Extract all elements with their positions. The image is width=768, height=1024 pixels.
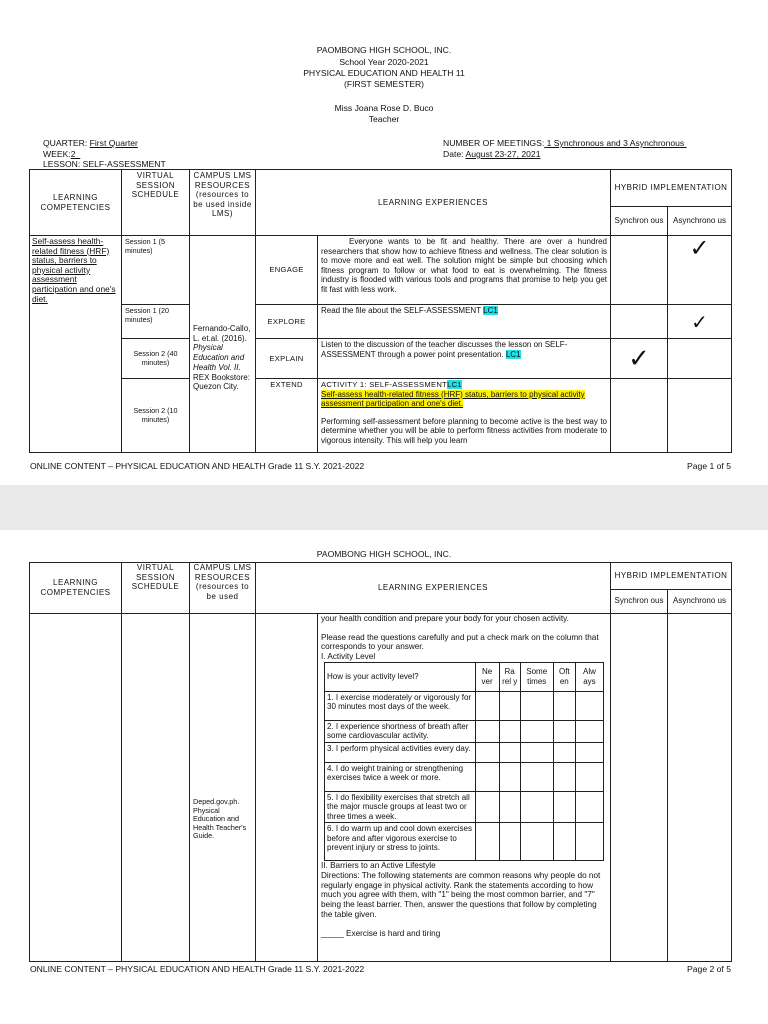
quarter: QUARTER: First Quarter [43, 138, 138, 148]
engage-text: Everyone wants to be fit and healthy. There are over a hundred researchers that show how to achieve fitness and wellness. The clear solution is to move more and eat well. The solution might be simple but choosing which fitness program to follow or what food to eat is overwhelming. The fitness industry is flooded with various tools and programs that promise to help you get fit fast with less work. [318, 236, 611, 305]
option-always: Alw ays [575, 662, 603, 691]
header-asynchronous: Asynchrono us [668, 589, 732, 613]
option-rarely: Ra rel y [499, 662, 520, 691]
activity-item: 3. I perform physical activities every day. [325, 742, 476, 762]
check-box[interactable] [475, 823, 499, 861]
check-box[interactable] [575, 691, 603, 720]
instructions: Please read the questions carefully and put a check mark on the column that corresponds to your answer. [321, 632, 599, 652]
school-year: School Year 2020-2021 [339, 57, 429, 67]
phase-explain: EXPLAIN [256, 339, 318, 379]
session-schedule: Session 1 (5 minutes) [122, 236, 190, 305]
check-box[interactable] [475, 742, 499, 762]
barriers-directions: Directions: The following statements are common reasons why people do not regularly engage in physical activity. Rank the statements according to how much you agree with them, with "1" being the most common barrier, and "7" being the least barrier. Then, answer the questions that follow by completing the table given. [321, 871, 601, 919]
check-box[interactable] [575, 791, 603, 823]
activity-item: 5. I do flexibility exercises that stretch all the major muscle groups at least two or three times a week. [325, 791, 476, 823]
school-name: PAOMBONG HIGH SCHOOL, INC. [316, 45, 452, 55]
competency-cell: Self-assess health-related fitness (HRF) status, barriers to physical activity assessment participation and one's diet. [30, 236, 122, 453]
check-box[interactable] [475, 691, 499, 720]
check-box[interactable] [553, 720, 575, 742]
phase-extend: EXTEND [256, 379, 318, 453]
check-box[interactable] [499, 823, 520, 861]
lesson-plan-table [29, 169, 732, 453]
check-box[interactable] [553, 762, 575, 791]
check-mark-icon: ✓ [689, 234, 710, 262]
check-box[interactable] [499, 691, 520, 720]
explore-text: Read the file about the SELF-ASSESSMENT LC1 [318, 305, 611, 339]
option-sometimes: Some times [520, 662, 553, 691]
activity-item: 1. I exercise moderately or vigorously for 30 minutes most days of the week. [325, 691, 476, 720]
date: Date: August 23-27, 2021 [443, 149, 541, 159]
sync-cell [611, 305, 668, 339]
lesson-title: LESSON: SELF-ASSESSMENT [43, 159, 166, 169]
check-box[interactable] [475, 720, 499, 742]
campus-resources: Fernando-Callo, L. et.al. (2016). Physical Education and Health Vol. II. REX Bookstore: Quezon City. [190, 236, 256, 453]
extend-paragraph: Performing self-assessment before planning to become active is the best way to determine whether you will be able to perform fitness activities from moderate to vigorous intensity. This will help you learn [321, 416, 607, 445]
check-box[interactable] [553, 791, 575, 823]
check-box[interactable] [553, 742, 575, 762]
check-box[interactable] [499, 720, 520, 742]
session-schedule: Session 1 (20 minutes) [122, 305, 190, 339]
check-mark-icon: ✓ [628, 343, 650, 374]
check-box[interactable] [520, 720, 553, 742]
check-mark-icon: ✓ [691, 309, 708, 334]
check-box[interactable] [520, 691, 553, 720]
sync-cell [611, 236, 668, 305]
phase-explore: EXPLORE [256, 305, 318, 339]
barrier-item: _____ Exercise is hard and tiring [321, 928, 441, 938]
check-box[interactable] [499, 762, 520, 791]
footer-page-number: Page 1 of 5 [687, 461, 731, 471]
lc-code-badge: LC1 [505, 349, 521, 359]
questionnaire-cell [318, 614, 611, 962]
session-schedule [122, 614, 190, 962]
section-barriers: II. Barriers to an Active Lifestyle [321, 861, 436, 871]
check-box[interactable] [575, 742, 603, 762]
footer-title: ONLINE CONTENT – PHYSICAL EDUCATION AND HEALTH Grade 11 S.Y. 2021-2022 [30, 964, 365, 974]
extend-text: ACTIVITY 1: SELF-ASSESSMENTLC1 Self-assess health-related fitness (HRF) status, barriers to physical activity assessment participation and one's diet. Performing self-assessment before planning to become active is the best way to determine whether you will be able to perform fitness activities from moderate to vigorous intensity. This will help you learn [318, 379, 611, 453]
teacher-title: Teacher [368, 114, 400, 124]
teacher-name: Miss Joana Rose D. Buco [334, 103, 434, 113]
activity-level-table [324, 662, 604, 862]
continued-text: your health condition and prepare your body for your chosen activity. [321, 614, 569, 623]
check-box[interactable] [520, 823, 553, 861]
check-box[interactable] [553, 691, 575, 720]
header-asynchronous: Asynchrono us [668, 207, 732, 236]
option-often: Oft en [553, 662, 575, 691]
header-campus-lms: CAMPUS LMS RESOURCES (resources to be used [190, 563, 256, 614]
header-virtual-session: VIRTUAL SESSION SCHEDULE [122, 563, 190, 614]
header-campus-lms: CAMPUS LMS RESOURCES (resources to be used inside LMS) [190, 170, 256, 236]
header-hybrid: HYBRID IMPLEMENTATION [611, 563, 732, 590]
check-box[interactable] [520, 791, 553, 823]
lc-code-badge: LC1 [447, 380, 462, 389]
check-box[interactable] [553, 823, 575, 861]
page-2 [0, 530, 768, 1024]
activity-item: 6. I do warm up and cool down exercises before and after vigorous exercise to prevent injury or stress to joints. [325, 823, 476, 861]
activity-item: 4. I do weight training or strengthening exercises twice a week or more. [325, 762, 476, 791]
check-box[interactable] [520, 762, 553, 791]
async-cell [668, 339, 732, 379]
header-synchronous: Synchron ous [611, 207, 668, 236]
check-box[interactable] [475, 762, 499, 791]
subject-title: PHYSICAL EDUCATION AND HEALTH 11 [303, 68, 465, 78]
lc-code-badge: LC1 [483, 306, 498, 315]
campus-resources: Deped.gov.ph. Physical Education and Health Teacher's Guide. [190, 614, 256, 962]
check-box[interactable] [475, 791, 499, 823]
week: WEEK:2 [43, 149, 76, 159]
semester: (FIRST SEMESTER) [343, 79, 425, 89]
footer-page-number: Page 2 of 5 [687, 964, 731, 974]
check-box[interactable] [499, 742, 520, 762]
highlighted-competency: Self-assess health-related fitness (HRF) status, barriers to physical activity assessment participation and one's diet. [321, 389, 585, 409]
check-box[interactable] [520, 742, 553, 762]
header-virtual-session: VIRTUAL SESSION SCHEDULE [122, 170, 190, 236]
lesson-plan-table [29, 562, 732, 962]
sync-cell [611, 339, 668, 379]
header-synchronous: Synchron ous [611, 589, 668, 613]
phase-cell [256, 614, 318, 962]
number-of-meetings: NUMBER OF MEETINGS: 1 Synchronous and 3 Asynchronous [443, 138, 685, 148]
question-header: How is your activity level? [325, 662, 476, 691]
competency-cell [30, 614, 122, 962]
async-cell [668, 379, 732, 453]
async-cell [668, 614, 732, 962]
explain-text: Listen to the discussion of the teacher discusses the lesson on SELF-ASSESSMENT through a power point presentation. LC1 [318, 339, 611, 379]
session-schedule: Session 2 (40 minutes) [122, 339, 190, 379]
header-learning-experiences: LEARNING EXPERIENCES [256, 170, 611, 236]
header-learning-experiences: LEARNING EXPERIENCES [256, 563, 611, 614]
header-hybrid: HYBRID IMPLEMENTATION [611, 170, 732, 207]
page-1 [0, 0, 768, 485]
activity-item: 2. I experience shortness of breath after some cardiovascular activity. [325, 720, 476, 742]
header-competencies: LEARNING COMPETENCIES [30, 170, 122, 236]
section-activity-level: I. Activity Level [321, 652, 376, 662]
session-schedule: Session 2 (10 minutes) [122, 379, 190, 453]
check-box[interactable] [575, 762, 603, 791]
sync-cell [611, 614, 668, 962]
check-box[interactable] [499, 791, 520, 823]
header-competencies: LEARNING COMPETENCIES [30, 563, 122, 614]
sync-cell [611, 379, 668, 453]
check-box[interactable] [575, 720, 603, 742]
async-cell [668, 305, 732, 339]
check-box[interactable] [575, 823, 603, 861]
async-cell [668, 236, 732, 305]
school-name: PAOMBONG HIGH SCHOOL, INC. [316, 549, 452, 559]
phase-engage: ENGAGE [256, 236, 318, 305]
option-never: Ne ver [475, 662, 499, 691]
footer-title: ONLINE CONTENT – PHYSICAL EDUCATION AND HEALTH Grade 11 S.Y. 2021-2022 [30, 461, 365, 471]
